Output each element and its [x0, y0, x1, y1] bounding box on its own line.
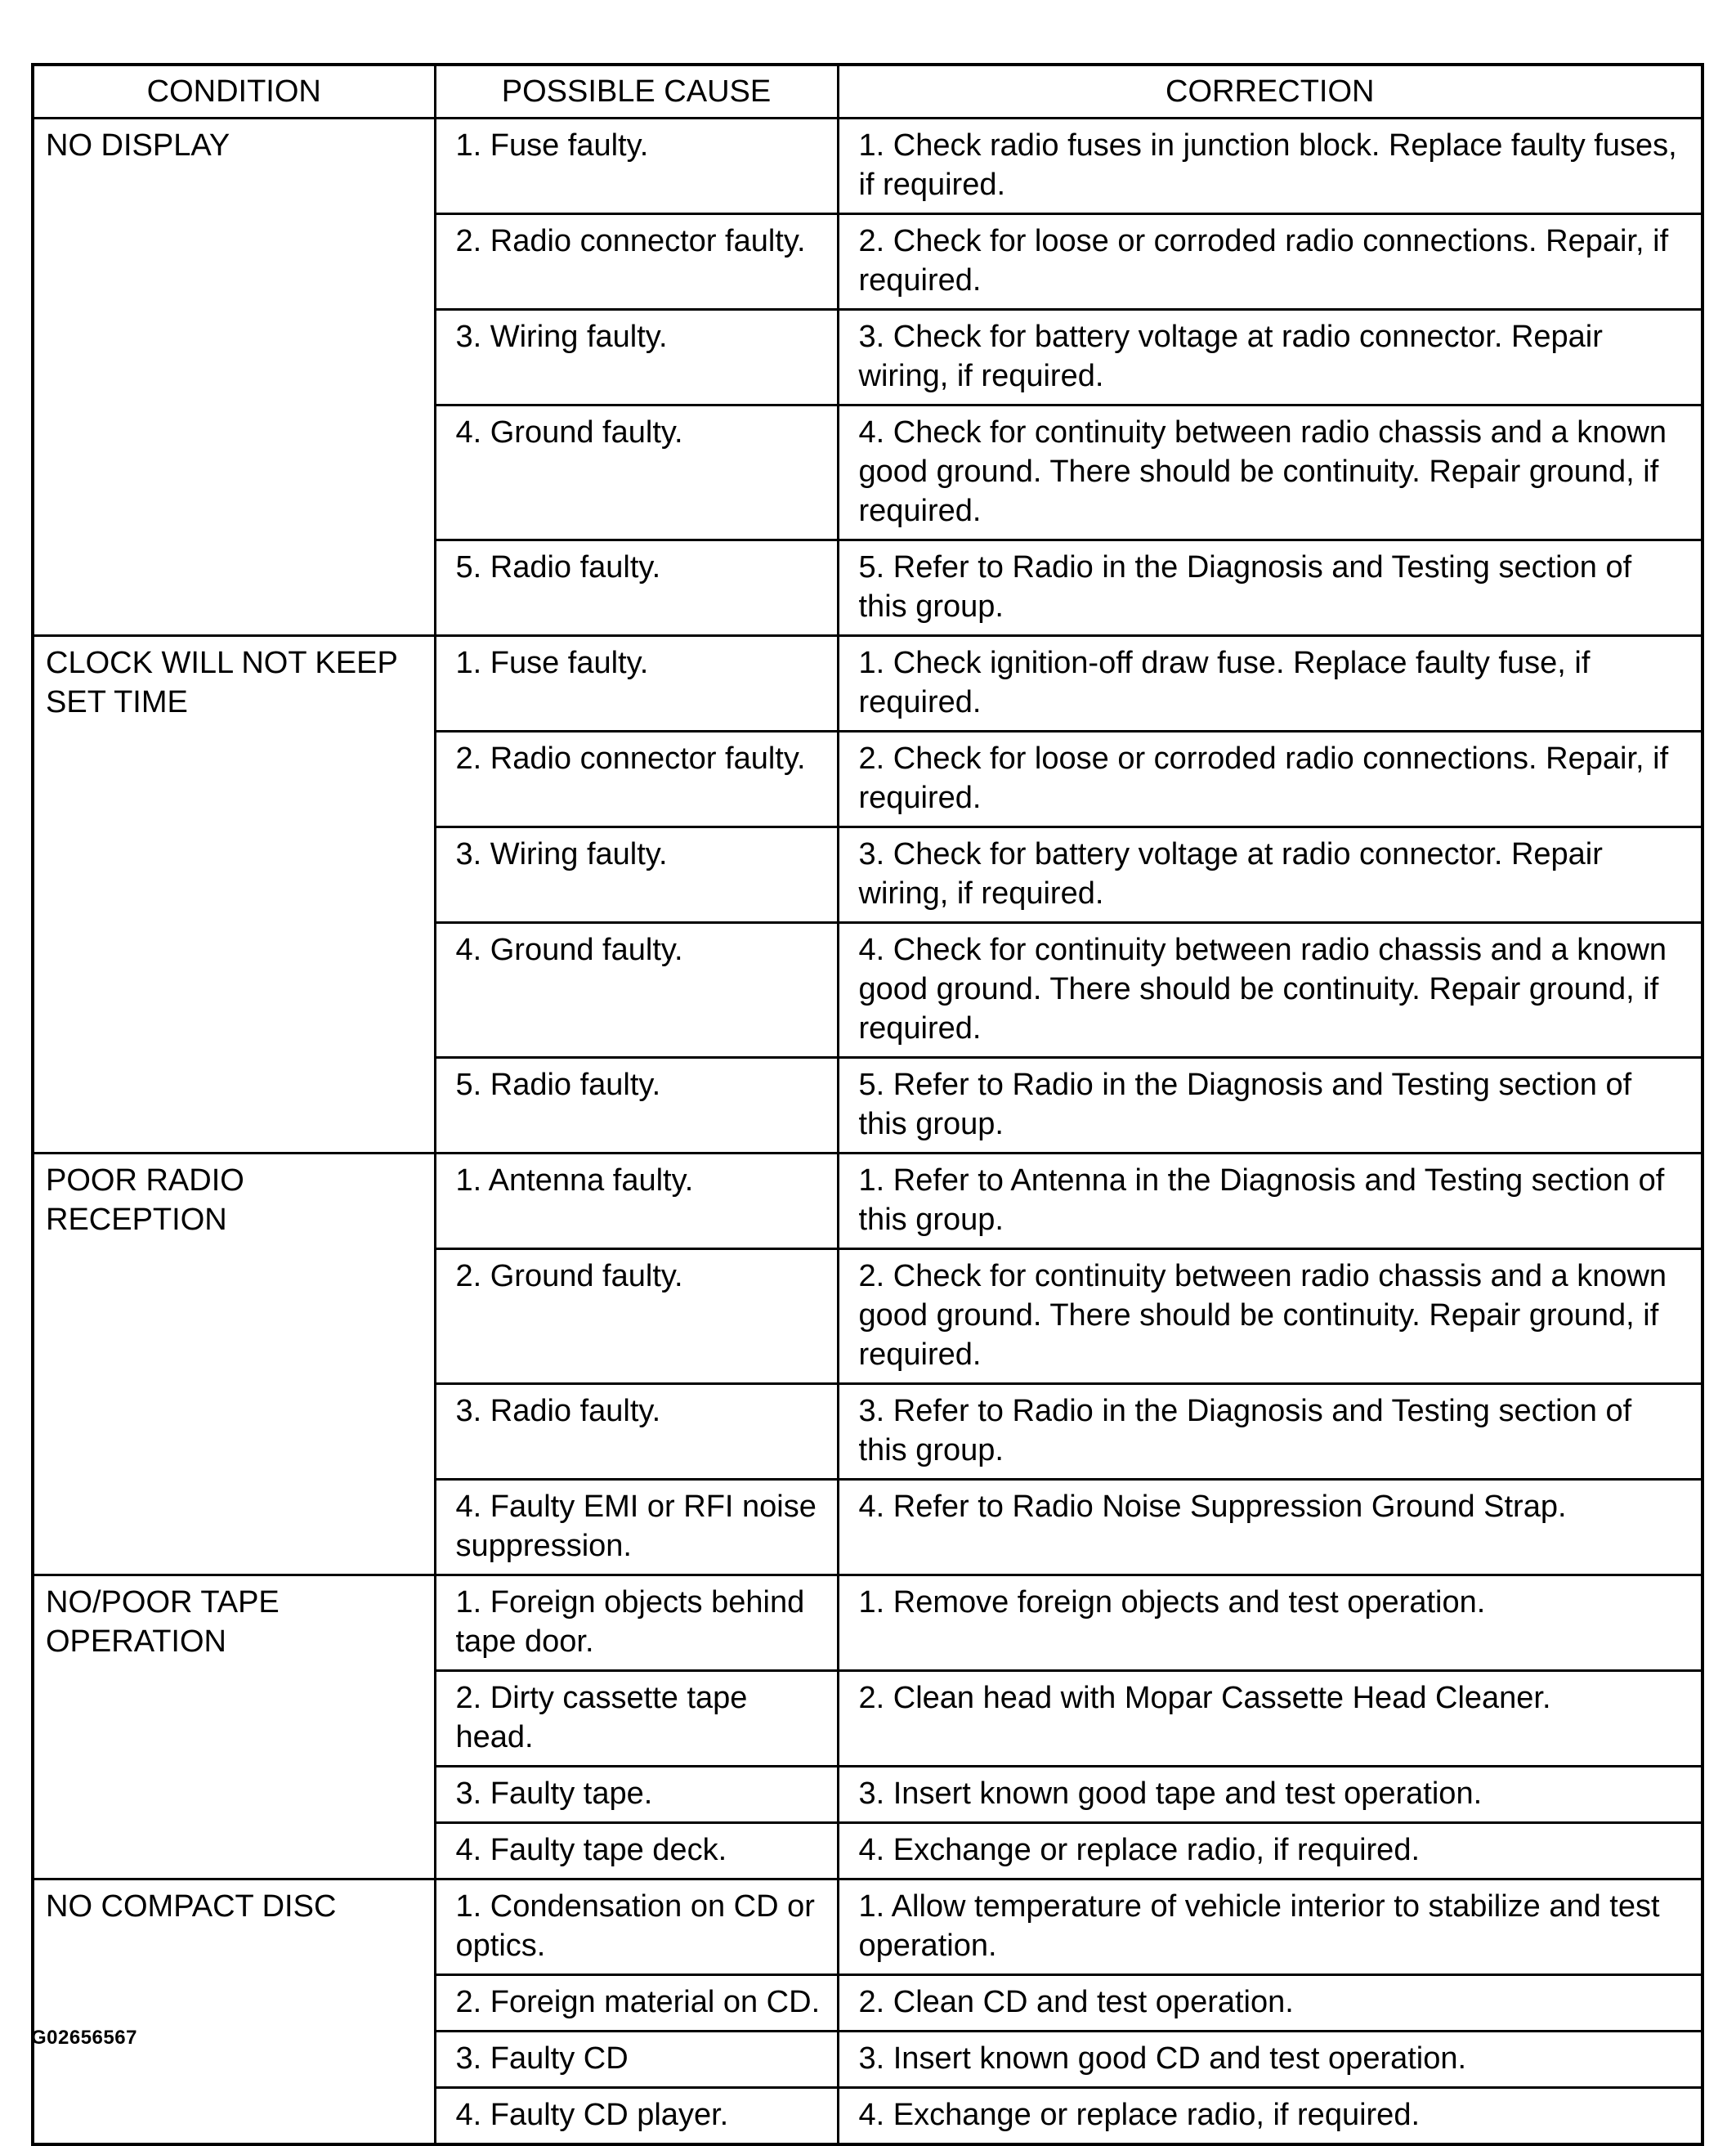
correction-cell: 2. Check for loose or corroded radio connections. Repair, if required. [838, 214, 1702, 310]
possible-cause-cell: 2. Radio connector faulty. [435, 214, 838, 310]
possible-cause-cell: 3. Wiring faulty. [435, 827, 838, 923]
diagnosis-table [31, 63, 1704, 2146]
correction-cell: 5. Refer to Radio in the Diagnosis and Testing section of this group. [838, 540, 1702, 636]
table-row [33, 1154, 1702, 1249]
condition-cell: POOR RADIO RECEPTION [33, 1154, 435, 1575]
correction-cell: 1. Check ignition-off draw fuse. Replace faulty fuse, if required. [838, 636, 1702, 732]
correction-cell: 4. Refer to Radio Noise Suppression Ground Strap. [838, 1480, 1702, 1575]
possible-cause-cell: 5. Radio faulty. [435, 1058, 838, 1154]
correction-cell: 4. Check for continuity between radio chassis and a known good ground. There should be continuity. Repair ground, if required. [838, 405, 1702, 540]
correction-cell: 3. Check for battery voltage at radio connector. Repair wiring, if required. [838, 827, 1702, 923]
table-body [33, 119, 1702, 2145]
possible-cause-cell: 4. Ground faulty. [435, 923, 838, 1058]
possible-cause-cell: 2. Dirty cassette tape head. [435, 1671, 838, 1767]
table-row [33, 636, 1702, 732]
table-row [33, 1575, 1702, 1671]
correction-cell: 1. Allow temperature of vehicle interior to stabilize and test operation. [838, 1879, 1702, 1975]
correction-cell: 4. Check for continuity between radio chassis and a known good ground. There should be continuity. Repair ground, if required. [838, 923, 1702, 1058]
possible-cause-cell: 3. Faulty tape. [435, 1767, 838, 1823]
correction-cell: 5. Refer to Radio in the Diagnosis and Testing section of this group. [838, 1058, 1702, 1154]
correction-cell: 1. Refer to Antenna in the Diagnosis and Testing section of this group. [838, 1154, 1702, 1249]
possible-cause-cell: 1. Antenna faulty. [435, 1154, 838, 1249]
possible-cause-cell: 2. Radio connector faulty. [435, 732, 838, 827]
condition-cell: CLOCK WILL NOT KEEP SET TIME [33, 636, 435, 1154]
correction-cell: 1. Remove foreign objects and test operation. [838, 1575, 1702, 1671]
condition-cell: NO DISPLAY [33, 119, 435, 636]
possible-cause-cell: 3. Radio faulty. [435, 1384, 838, 1480]
correction-cell: 1. Check radio fuses in junction block. Replace faulty fuses, if required. [838, 119, 1702, 214]
possible-cause-cell: 4. Ground faulty. [435, 405, 838, 540]
correction-cell: 2. Check for loose or corroded radio connections. Repair, if required. [838, 732, 1702, 827]
possible-cause-cell: 1. Foreign objects behind tape door. [435, 1575, 838, 1671]
figure-id-label: G02656567 [31, 2027, 137, 2049]
correction-cell: 4. Exchange or replace radio, if required. [838, 2088, 1702, 2145]
possible-cause-cell: 5. Radio faulty. [435, 540, 838, 636]
correction-cell: 3. Insert known good tape and test operation. [838, 1767, 1702, 1823]
column-header-correction: CORRECTION [838, 65, 1702, 119]
table-header-row [33, 65, 1702, 119]
table-row [33, 1879, 1702, 1975]
possible-cause-cell: 1. Condensation on CD or optics. [435, 1879, 838, 1975]
possible-cause-cell: 3. Faulty CD [435, 2032, 838, 2088]
correction-cell: 4. Exchange or replace radio, if required. [838, 1823, 1702, 1879]
possible-cause-cell: 2. Foreign material on CD. [435, 1975, 838, 2032]
possible-cause-cell: 3. Wiring faulty. [435, 310, 838, 405]
table-row [33, 119, 1702, 214]
correction-cell: 2. Clean head with Mopar Cassette Head Cleaner. [838, 1671, 1702, 1767]
possible-cause-cell: 1. Fuse faulty. [435, 636, 838, 732]
correction-cell: 3. Refer to Radio in the Diagnosis and Testing section of this group. [838, 1384, 1702, 1480]
possible-cause-cell: 4. Faulty tape deck. [435, 1823, 838, 1879]
condition-cell: NO/POOR TAPE OPERATION [33, 1575, 435, 1879]
condition-cell: NO COMPACT DISC [33, 1879, 435, 2145]
correction-cell: 3. Insert known good CD and test operation. [838, 2032, 1702, 2088]
correction-cell: 2. Clean CD and test operation. [838, 1975, 1702, 2032]
possible-cause-cell: 2. Ground faulty. [435, 1249, 838, 1384]
possible-cause-cell: 4. Faulty CD player. [435, 2088, 838, 2145]
possible-cause-cell: 4. Faulty EMI or RFI noise suppression. [435, 1480, 838, 1575]
column-header-condition: CONDITION [33, 65, 435, 119]
possible-cause-cell: 1. Fuse faulty. [435, 119, 838, 214]
correction-cell: 2. Check for continuity between radio chassis and a known good ground. There should be continuity. Repair ground, if required. [838, 1249, 1702, 1384]
correction-cell: 3. Check for battery voltage at radio connector. Repair wiring, if required. [838, 310, 1702, 405]
column-header-cause: POSSIBLE CAUSE [435, 65, 838, 119]
